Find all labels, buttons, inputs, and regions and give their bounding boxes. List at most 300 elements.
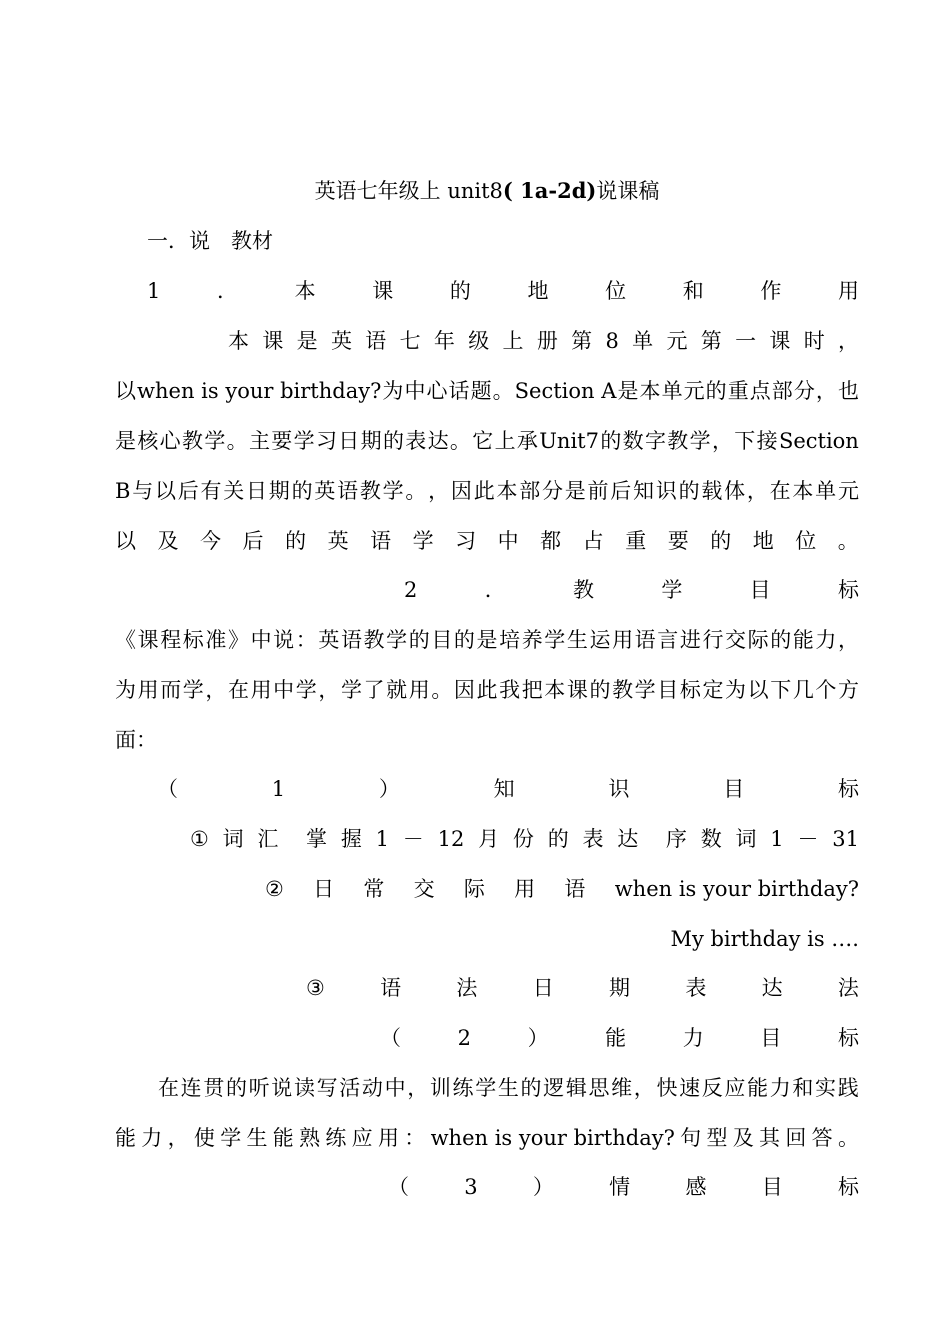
text-token: 交 <box>413 877 435 901</box>
text-token: 进 <box>679 628 701 652</box>
text-token: 教 <box>359 479 381 503</box>
text-token: 达 <box>761 976 783 1000</box>
text-token: 识 <box>655 479 677 503</box>
text-token: 地 <box>752 529 774 553</box>
text-token: 在 <box>769 479 791 503</box>
text-token: 答 <box>811 1126 833 1150</box>
text-token: 及 <box>157 529 179 553</box>
para1-line3 <box>115 426 859 456</box>
text-token: 期 <box>268 479 290 503</box>
text-token: （ <box>380 1026 401 1050</box>
text-token: 题 <box>470 379 492 403</box>
text-token: 目 <box>760 1026 782 1050</box>
text-token: 都 <box>540 529 562 553</box>
text-token: 活 <box>339 1076 361 1100</box>
text-token: 力 <box>769 1076 791 1100</box>
text-token: 课 <box>137 628 159 652</box>
text-token: 使 <box>193 1126 215 1150</box>
text-token: 在 <box>227 678 249 702</box>
text-token: 学 <box>634 678 656 702</box>
text-token: ， <box>815 379 837 403</box>
text-token: 表 <box>685 976 707 1000</box>
text-token: ③ <box>306 976 325 1000</box>
text-token: 前 <box>587 479 609 503</box>
text-token: 。 <box>837 1126 859 1150</box>
text-token: 说 <box>271 1076 293 1100</box>
text-token: 应 <box>724 1076 746 1100</box>
text-token: 中 <box>497 529 519 553</box>
text-token: 为 <box>725 678 747 702</box>
text-token: 心 <box>159 429 181 453</box>
text-token: 表 <box>405 429 427 453</box>
text-token: 心 <box>426 379 448 403</box>
text-token: 习 <box>455 529 477 553</box>
text-token: 一 <box>735 329 757 353</box>
text-token: 3 <box>464 1175 478 1199</box>
para2-line1 <box>115 625 859 655</box>
text-token: 1 <box>770 827 784 851</box>
text-token: ， <box>205 678 227 702</box>
text-token: 为 <box>115 678 136 702</box>
text-token: 主 <box>248 429 270 453</box>
text-token: 作 <box>760 279 782 303</box>
text-token: 用 <box>408 678 430 702</box>
para1-line5 <box>115 526 859 556</box>
para2-line2 <box>115 675 859 705</box>
text-token: 。 <box>449 429 471 453</box>
text-token: 以 <box>115 529 136 553</box>
text-token: 的 <box>382 429 404 453</box>
text-token: 的 <box>449 279 471 303</box>
text-token: 应 <box>351 1126 373 1150</box>
text-token: 后 <box>610 479 632 503</box>
text-token: 单 <box>815 479 837 503</box>
text-token: 分 <box>541 479 563 503</box>
text-token: 点 <box>749 379 771 403</box>
text-token: 以 <box>154 479 176 503</box>
text-token: 目 <box>657 678 679 702</box>
text-token: 生 <box>246 1126 268 1150</box>
text-token: 达 <box>617 827 639 851</box>
text-token: 和 <box>682 279 704 303</box>
text-token: 元 <box>666 329 688 353</box>
text-token: 此 <box>473 479 495 503</box>
text-token: 语 <box>634 628 656 652</box>
goal3-heading <box>388 1172 859 1202</box>
text-token: 月 <box>478 827 500 851</box>
text-token: 地 <box>527 279 549 303</box>
text-token: 能 <box>792 628 814 652</box>
text-token: 下 <box>770 678 792 702</box>
title-suffix: 说课稿 <box>596 179 660 203</box>
text-token: 反 <box>701 1076 723 1100</box>
text-token: 承 <box>516 429 538 453</box>
text-token: 知 <box>633 479 655 503</box>
text-token: 部 <box>519 479 541 503</box>
text-token: 的 <box>589 678 611 702</box>
text-token: 学 <box>182 678 204 702</box>
text-token: 年 <box>433 329 455 353</box>
text-token: 几 <box>792 678 814 702</box>
text-token: － <box>402 827 424 851</box>
text-token: 的 <box>678 479 700 503</box>
text-token: 定 <box>702 678 724 702</box>
text-token: Unit7 <box>539 429 599 453</box>
text-token: 情 <box>609 1175 631 1199</box>
text-token: 训 <box>429 1076 451 1100</box>
text-token: 知 <box>493 777 515 801</box>
text-token: 语 <box>370 529 392 553</box>
text-token: 英 <box>330 329 352 353</box>
text-token: 型 <box>706 1126 728 1150</box>
text-token: 词 <box>735 827 757 851</box>
text-token: 12 <box>437 827 465 851</box>
text-token: 词 <box>222 827 244 851</box>
text-token: 它 <box>472 429 494 453</box>
text-token: 其 <box>759 1126 781 1150</box>
text-token: 辑 <box>565 1076 587 1100</box>
text-token: ② <box>265 877 284 901</box>
text-token: 本 <box>294 279 316 303</box>
text-token: 七 <box>399 329 421 353</box>
text-token: 用 <box>250 678 272 702</box>
text-token: 语 <box>564 877 586 901</box>
text-token: 力 <box>682 1026 704 1050</box>
text-token: 方 <box>838 678 859 702</box>
text-token: 目 <box>749 578 771 602</box>
text-token: ） <box>532 1175 554 1199</box>
text-token: 回 <box>785 1126 807 1150</box>
text-token: 学 <box>295 678 317 702</box>
text-token: 是 <box>564 479 586 503</box>
text-token: 生 <box>566 628 588 652</box>
text-token: 课 <box>372 279 394 303</box>
text-token: 中 <box>273 678 295 702</box>
text-token: 课 <box>566 678 588 702</box>
text-token: 常 <box>363 877 385 901</box>
text-token: 与 <box>132 479 154 503</box>
text-token: 行 <box>702 628 724 652</box>
text-token: 动 <box>361 1076 383 1100</box>
text-token: 目 <box>723 777 745 801</box>
text-token: 数 <box>700 827 722 851</box>
text-token: 为 <box>382 379 404 403</box>
text-token: 句 <box>680 1126 702 1150</box>
text-token: 达 <box>427 429 449 453</box>
text-token: 的 <box>225 1076 247 1100</box>
text-token: 时 <box>803 329 825 353</box>
text-token: ： <box>404 1126 426 1150</box>
text-token: 位 <box>795 529 817 553</box>
text-token: 语 <box>365 329 387 353</box>
text-token: 的 <box>600 429 622 453</box>
text-token: 后 <box>242 529 264 553</box>
text-token: 教 <box>612 678 634 702</box>
para1-line2 <box>115 376 859 406</box>
text-token: 识 <box>608 777 630 801</box>
text-token: 序 <box>665 827 687 851</box>
text-token: 》 <box>227 628 249 652</box>
text-token: 课 <box>769 329 791 353</box>
text-token: 实 <box>815 1076 837 1100</box>
text-token: ， <box>746 479 768 503</box>
text-token: 练 <box>452 1076 474 1100</box>
text-token: 单 <box>632 329 654 353</box>
text-token: 以 <box>747 678 769 702</box>
text-token: 教 <box>363 628 385 652</box>
goal1-phrases-answer: My birthday is …. <box>670 927 859 951</box>
text-token: 贯 <box>203 1076 225 1100</box>
text-token: － <box>797 827 819 851</box>
text-token: 占 <box>582 529 604 553</box>
text-token: when is your birthday? <box>137 379 382 403</box>
goal2-para-line2 <box>115 1123 859 1153</box>
text-token: 学 <box>386 628 408 652</box>
text-token: 日 <box>338 429 360 453</box>
text-token: ： <box>295 628 317 652</box>
text-token: 日 <box>532 976 554 1000</box>
text-token: （ <box>157 777 178 801</box>
text-token: ， <box>407 1076 429 1100</box>
title-bold: ( 1a-2d) <box>502 178 597 203</box>
text-token: 及 <box>732 1126 754 1150</box>
text-token: 用 <box>612 628 634 652</box>
text-token: 标 <box>837 777 859 801</box>
text-token: 本 <box>544 678 566 702</box>
text-token: 个 <box>815 678 837 702</box>
text-token: 读 <box>293 1076 315 1100</box>
text-token: ． <box>484 578 506 602</box>
text-token: 标 <box>182 628 204 652</box>
text-token: 因 <box>450 479 472 503</box>
text-token: 语 <box>380 976 402 1000</box>
text-token: 能 <box>115 1126 136 1150</box>
text-token: 。 <box>837 529 859 553</box>
text-token: 标 <box>837 1175 859 1199</box>
text-token: 接 <box>756 429 778 453</box>
text-token: 生 <box>497 1076 519 1100</box>
text-token: 就 <box>386 678 408 702</box>
text-token: 目 <box>761 1175 783 1199</box>
text-token: 分 <box>793 379 815 403</box>
text-token: 速 <box>679 1076 701 1100</box>
text-token: 准 <box>205 628 227 652</box>
text-token: 数 <box>622 429 644 453</box>
text-token: 用 <box>514 877 536 901</box>
text-token: 是 <box>617 379 639 403</box>
text-token: 握 <box>340 827 362 851</box>
text-token: 中 <box>384 1076 406 1100</box>
text-token: ） <box>378 777 400 801</box>
text-token: 的 <box>705 379 727 403</box>
text-token: 部 <box>771 379 793 403</box>
goal2-para-line1 <box>158 1073 859 1103</box>
text-token: 能 <box>605 1026 627 1050</box>
goal1-vocab <box>190 824 859 854</box>
text-token: ） <box>527 1026 549 1050</box>
text-token: 上 <box>502 329 524 353</box>
text-token: 要 <box>667 529 689 553</box>
text-token: 我 <box>499 678 521 702</box>
text-token: 学 <box>412 529 434 553</box>
text-token: 践 <box>837 1076 859 1100</box>
text-token: 。 <box>405 479 427 503</box>
text-token: 话 <box>448 379 470 403</box>
text-token: ， <box>428 479 450 503</box>
text-token: B <box>115 479 131 503</box>
text-token: 习 <box>315 429 337 453</box>
text-token: 学 <box>220 1126 242 1150</box>
text-token: 。 <box>492 379 514 403</box>
para2-line3: 面： <box>115 728 157 752</box>
text-token: 上 <box>494 429 516 453</box>
text-token: 感 <box>685 1175 707 1199</box>
text-token: 的 <box>520 1076 542 1100</box>
text-token: 能 <box>747 1076 769 1100</box>
text-token: 和 <box>792 1076 814 1100</box>
text-token: 用 <box>838 279 859 303</box>
text-token: 的 <box>770 628 792 652</box>
text-token: 学 <box>475 1076 497 1100</box>
text-token: 日 <box>246 479 268 503</box>
text-token: 元 <box>837 479 859 503</box>
text-token: 标 <box>679 678 701 702</box>
text-token: 学 <box>544 628 566 652</box>
text-token: 中 <box>250 628 272 652</box>
text-token: 8 <box>605 329 619 353</box>
text-token: 汇 <box>257 827 279 851</box>
text-token: 体 <box>724 479 746 503</box>
text-token: 是 <box>296 329 318 353</box>
text-token: 语 <box>337 479 359 503</box>
text-token: 把 <box>521 678 543 702</box>
text-token: ， <box>711 429 733 453</box>
text-token: 际 <box>463 877 485 901</box>
text-token: 英 <box>327 529 349 553</box>
text-token: 第 <box>571 329 593 353</box>
text-token: 写 <box>316 1076 338 1100</box>
text-token: 学 <box>293 429 315 453</box>
text-token: 的 <box>547 827 569 851</box>
text-token: 册 <box>536 329 558 353</box>
text-token: 听 <box>248 1076 270 1100</box>
sub2-heading <box>404 575 859 605</box>
text-token: 本 <box>639 379 661 403</box>
sub1-heading <box>147 276 859 306</box>
text-token: 本 <box>228 329 249 353</box>
text-token: 学 <box>382 479 404 503</box>
text-token: when is your birthday? <box>430 1126 675 1150</box>
text-token: 教 <box>181 429 203 453</box>
text-token: 《 <box>115 628 136 652</box>
goal1-heading <box>157 774 859 804</box>
text-token: ① <box>190 827 209 851</box>
text-token: 学 <box>204 429 226 453</box>
text-token: when is your birthday? <box>614 877 859 901</box>
text-token: 1 <box>271 777 286 801</box>
text-token: 际 <box>747 628 769 652</box>
text-token: 元 <box>683 379 705 403</box>
text-token: 课 <box>262 329 284 353</box>
text-token: 1 <box>375 827 389 851</box>
text-token: 而 <box>160 678 182 702</box>
text-token: 以 <box>115 379 136 403</box>
text-token: 说 <box>273 628 295 652</box>
text-token: 的 <box>453 628 475 652</box>
text-token: 要 <box>271 429 293 453</box>
text-token: 练 <box>325 1126 347 1150</box>
text-token: 有 <box>200 479 222 503</box>
text-token: 下 <box>734 429 756 453</box>
text-token: ， <box>838 329 859 353</box>
para1-line1 <box>228 326 859 356</box>
text-token: 学 <box>340 678 362 702</box>
text-token: 位 <box>605 279 627 303</box>
text-token: 表 <box>582 827 604 851</box>
section1-heading: 一．说 教材 <box>147 229 273 253</box>
text-token: 的 <box>291 479 313 503</box>
text-token: 关 <box>223 479 245 503</box>
text-token: 是 <box>476 628 498 652</box>
text-token: 法 <box>837 976 859 1000</box>
text-token: 学 <box>689 429 711 453</box>
text-token: 熟 <box>299 1126 321 1150</box>
text-token: ， <box>838 628 859 652</box>
text-token: ， <box>318 678 340 702</box>
text-token: 日 <box>313 877 335 901</box>
text-token: 教 <box>573 578 594 602</box>
text-token: 今 <box>200 529 222 553</box>
text-token: 力 <box>141 1126 163 1150</box>
title-prefix: 英语七年级上 unit8 <box>314 179 503 203</box>
text-token: 交 <box>725 628 747 652</box>
text-token: 是 <box>115 429 136 453</box>
text-token: ， <box>167 1126 189 1150</box>
text-token: 本 <box>496 479 518 503</box>
text-token: 了 <box>363 678 385 702</box>
text-token: 程 <box>160 628 182 652</box>
text-token: 期 <box>360 429 382 453</box>
text-token: 后 <box>177 479 199 503</box>
para1-line4 <box>115 476 859 506</box>
text-token: 培 <box>499 628 521 652</box>
text-token: 连 <box>180 1076 202 1100</box>
text-token: 逻 <box>543 1076 565 1100</box>
text-token: 标 <box>837 1026 859 1050</box>
goal2-heading <box>380 1023 859 1053</box>
text-token: 字 <box>644 429 666 453</box>
text-token: 快 <box>656 1076 678 1100</box>
text-token: 的 <box>285 529 307 553</box>
text-token: 重 <box>727 379 749 403</box>
text-token: ． <box>217 279 238 303</box>
text-token: 2 <box>404 578 418 602</box>
text-token: 单 <box>661 379 683 403</box>
text-token: 用 <box>137 678 159 702</box>
text-token: 维 <box>611 1076 633 1100</box>
text-token: 目 <box>431 628 453 652</box>
text-token: 学 <box>661 578 683 602</box>
text-token: 用 <box>377 1126 399 1150</box>
text-token: 份 <box>512 827 534 851</box>
text-token: 本 <box>792 479 814 503</box>
text-token: 第 <box>700 329 722 353</box>
text-token: 掌 <box>306 827 328 851</box>
text-token: 力 <box>815 628 837 652</box>
text-token: 期 <box>609 976 631 1000</box>
text-token: 言 <box>657 628 679 652</box>
text-token: 。 <box>226 429 248 453</box>
